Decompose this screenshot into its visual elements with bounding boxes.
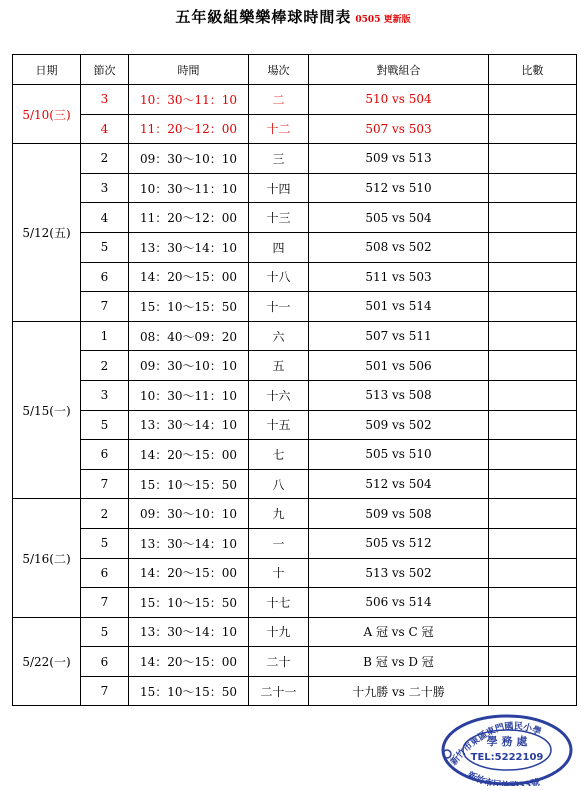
period-cell: 4 — [81, 114, 129, 144]
time-cell: 15：10～15：50 — [129, 292, 249, 322]
period-cell: 7 — [81, 469, 129, 499]
schedule-title: 五年級組樂樂棒球時間表 — [175, 8, 352, 26]
court-cell: 十三 — [249, 203, 309, 233]
match-cell: 501 vs 514 — [309, 292, 489, 322]
court-cell: 五 — [249, 351, 309, 381]
date-cell: 5/22(一) — [13, 617, 81, 706]
time-cell: 13：30～14：10 — [129, 528, 249, 558]
score-cell — [489, 232, 577, 262]
table-row — [13, 351, 577, 381]
table-row — [13, 647, 577, 677]
match-cell: 512 vs 504 — [309, 469, 489, 499]
table-row — [13, 469, 577, 499]
table-row — [13, 203, 577, 233]
table-row — [13, 588, 577, 618]
table-row — [13, 410, 577, 440]
time-cell: 09：30～10：10 — [129, 144, 249, 174]
match-cell: 509 vs 508 — [309, 499, 489, 529]
schedule-body — [13, 85, 577, 706]
time-cell: 10：30～11：10 — [129, 173, 249, 203]
court-cell: 二十 — [249, 647, 309, 677]
court-cell: 七 — [249, 440, 309, 470]
period-cell: 6 — [81, 647, 129, 677]
match-cell: 509 vs 513 — [309, 144, 489, 174]
date-cell: 5/10(三) — [13, 85, 81, 144]
court-cell: 二十一 — [249, 676, 309, 706]
period-cell: 3 — [81, 85, 129, 115]
stamp-seal — [437, 712, 575, 786]
match-cell: 505 vs 512 — [309, 528, 489, 558]
time-cell: 14：20～15：00 — [129, 440, 249, 470]
svg-text:TEL:5222109: TEL:5222109 — [470, 752, 544, 763]
time-cell: 13：30～14：10 — [129, 232, 249, 262]
period-cell: 6 — [81, 558, 129, 588]
table-row — [13, 499, 577, 529]
score-cell — [489, 203, 577, 233]
period-cell: 5 — [81, 232, 129, 262]
court-cell: 一 — [249, 528, 309, 558]
time-cell: 15：10～15：50 — [129, 676, 249, 706]
period-cell: 7 — [81, 676, 129, 706]
court-cell: 十四 — [249, 173, 309, 203]
period-cell: 2 — [81, 351, 129, 381]
time-cell: 14：20～15：00 — [129, 262, 249, 292]
court-cell: 十六 — [249, 380, 309, 410]
score-cell — [489, 292, 577, 322]
period-cell: 5 — [81, 410, 129, 440]
period-cell: 7 — [81, 588, 129, 618]
table-row — [13, 558, 577, 588]
version-note: 0505 更新版 — [355, 15, 411, 25]
table-row — [13, 173, 577, 203]
table-row — [13, 262, 577, 292]
score-cell — [489, 676, 577, 706]
period-cell: 3 — [81, 173, 129, 203]
match-cell: 506 vs 514 — [309, 588, 489, 618]
court-cell: 二 — [249, 85, 309, 115]
court-cell: 六 — [249, 321, 309, 351]
score-cell — [489, 528, 577, 558]
match-cell: 513 vs 502 — [309, 558, 489, 588]
score-cell — [489, 114, 577, 144]
period-cell: 5 — [81, 617, 129, 647]
score-cell — [489, 380, 577, 410]
match-cell: 505 vs 504 — [309, 203, 489, 233]
header-time: 時間 — [129, 55, 249, 85]
match-cell: 508 vs 502 — [309, 232, 489, 262]
table-header-row — [13, 55, 577, 85]
table-row — [13, 321, 577, 351]
score-cell — [489, 85, 577, 115]
time-cell: 15：10～15：50 — [129, 469, 249, 499]
period-cell: 6 — [81, 440, 129, 470]
period-cell: 7 — [81, 292, 129, 322]
score-cell — [489, 144, 577, 174]
table-row — [13, 528, 577, 558]
match-cell: 十九勝 vs 二十勝 — [309, 676, 489, 706]
court-cell: 十 — [249, 558, 309, 588]
court-cell: 十二 — [249, 114, 309, 144]
time-cell: 14：20～15：00 — [129, 647, 249, 677]
score-cell — [489, 469, 577, 499]
svg-text:學 務 處: 學 務 處 — [486, 735, 528, 748]
court-cell: 十八 — [249, 262, 309, 292]
match-cell: 510 vs 504 — [309, 85, 489, 115]
time-cell: 13：30～14：10 — [129, 617, 249, 647]
page-title — [0, 6, 586, 27]
score-cell — [489, 617, 577, 647]
time-cell: 11：20～12：00 — [129, 203, 249, 233]
court-cell: 三 — [249, 144, 309, 174]
match-cell: A 冠 vs C 冠 — [309, 617, 489, 647]
table-row — [13, 292, 577, 322]
match-cell: 513 vs 508 — [309, 380, 489, 410]
match-cell: B 冠 vs D 冠 — [309, 647, 489, 677]
match-cell: 507 vs 511 — [309, 321, 489, 351]
time-cell: 14：20～15：00 — [129, 558, 249, 588]
table-row — [13, 85, 577, 115]
match-cell: 501 vs 506 — [309, 351, 489, 381]
time-cell: 11：20～12：00 — [129, 114, 249, 144]
score-cell — [489, 647, 577, 677]
score-cell — [489, 351, 577, 381]
table-row — [13, 440, 577, 470]
score-cell — [489, 262, 577, 292]
time-cell: 10：30～11：10 — [129, 85, 249, 115]
match-cell: 511 vs 503 — [309, 262, 489, 292]
court-cell: 十九 — [249, 617, 309, 647]
match-cell: 512 vs 510 — [309, 173, 489, 203]
period-cell: 2 — [81, 144, 129, 174]
period-cell: 2 — [81, 499, 129, 529]
table-row — [13, 676, 577, 706]
svg-text:新竹市東區東門國民小學: 新竹市東區東門國民小學 — [449, 721, 543, 768]
time-cell: 08：40～09：20 — [129, 321, 249, 351]
time-cell: 15：10～15：50 — [129, 588, 249, 618]
table-row — [13, 380, 577, 410]
court-cell: 四 — [249, 232, 309, 262]
period-cell: 6 — [81, 262, 129, 292]
period-cell: 4 — [81, 203, 129, 233]
score-cell — [489, 499, 577, 529]
court-cell: 十一 — [249, 292, 309, 322]
header-match: 對戰組合 — [309, 55, 489, 85]
svg-text:新竹市民族路33號: 新竹市民 3號 — [465, 770, 541, 786]
score-cell — [489, 173, 577, 203]
date-cell: 5/16(二) — [13, 499, 81, 617]
time-cell: 09：30～10：10 — [129, 351, 249, 381]
table-row — [13, 617, 577, 647]
period-cell: 3 — [81, 380, 129, 410]
time-cell: 13：30～14：10 — [129, 410, 249, 440]
score-cell — [489, 558, 577, 588]
court-cell: 十五 — [249, 410, 309, 440]
table-row — [13, 144, 577, 174]
court-cell: 八 — [249, 469, 309, 499]
school-stamp — [437, 712, 575, 786]
table-row — [13, 114, 577, 144]
header-court: 場次 — [249, 55, 309, 85]
header-date: 日期 — [13, 55, 81, 85]
table-row — [13, 232, 577, 262]
date-cell: 5/15(一) — [13, 321, 81, 499]
score-cell — [489, 321, 577, 351]
match-cell: 507 vs 503 — [309, 114, 489, 144]
time-cell: 10：30～11：10 — [129, 380, 249, 410]
header-score: 比數 — [489, 55, 577, 85]
period-cell: 5 — [81, 528, 129, 558]
court-cell: 十七 — [249, 588, 309, 618]
header-period: 節次 — [81, 55, 129, 85]
match-cell: 505 vs 510 — [309, 440, 489, 470]
time-cell: 09：30～10：10 — [129, 499, 249, 529]
period-cell: 1 — [81, 321, 129, 351]
score-cell — [489, 410, 577, 440]
score-cell — [489, 440, 577, 470]
date-cell: 5/12(五) — [13, 144, 81, 322]
match-cell: 509 vs 502 — [309, 410, 489, 440]
schedule-table — [12, 54, 577, 706]
court-cell: 九 — [249, 499, 309, 529]
score-cell — [489, 588, 577, 618]
